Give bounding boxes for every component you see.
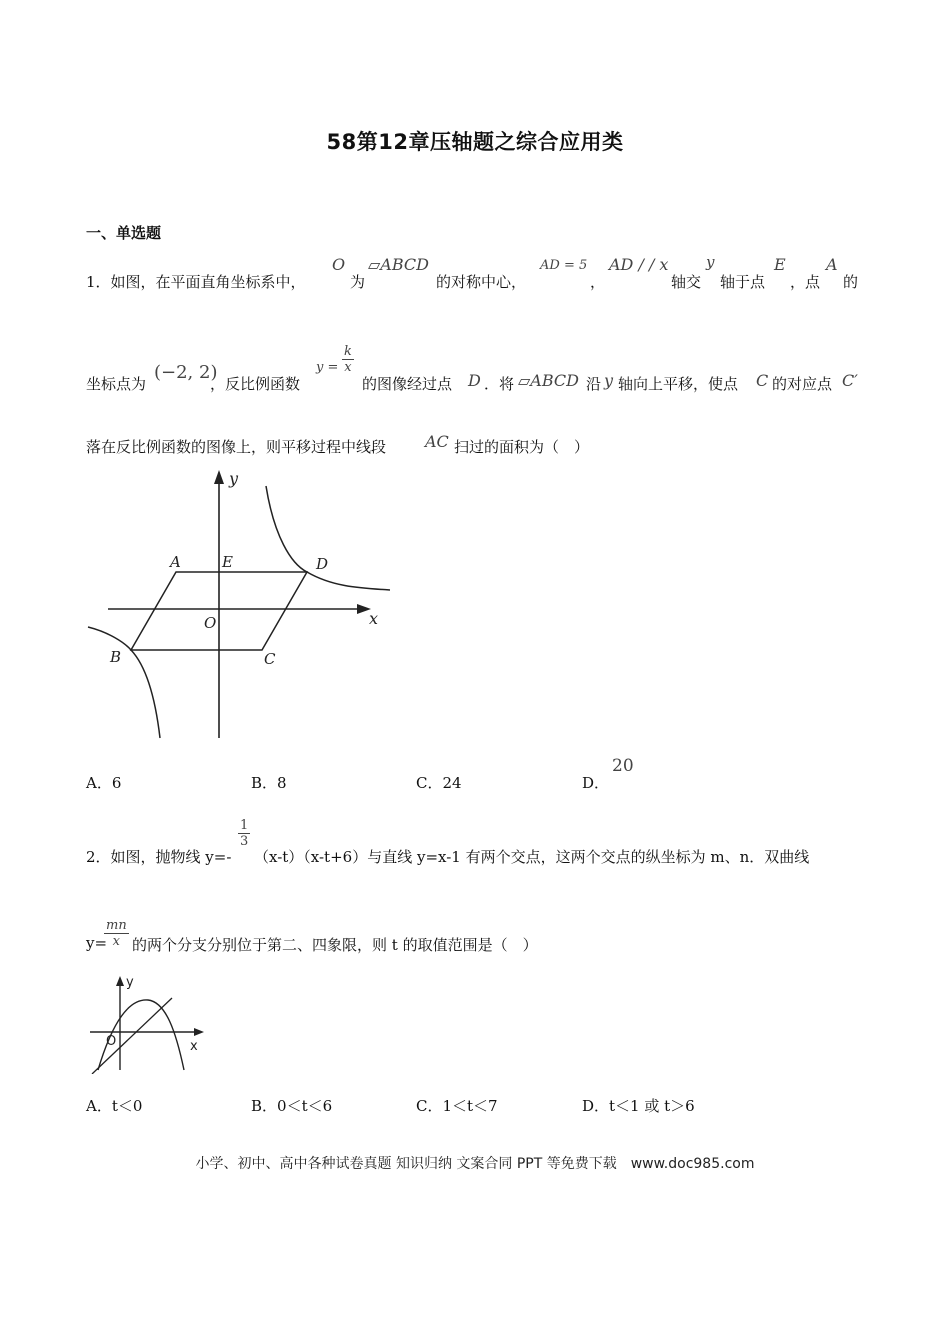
y-axis-label: y bbox=[229, 469, 239, 488]
q1-option-d[interactable]: D． bbox=[582, 774, 610, 792]
q2-option-d[interactable]: D．t＜1 或 t＞6 bbox=[582, 1097, 695, 1115]
q1-option-c[interactable]: C．24 bbox=[416, 774, 462, 792]
q1-text: 扫过的面积为（ ） bbox=[454, 438, 590, 456]
point-d-label: D bbox=[316, 555, 329, 573]
q2-figure bbox=[86, 970, 208, 1074]
q1-math-y: y bbox=[706, 253, 715, 271]
q1-text: 轴于点 bbox=[720, 273, 766, 291]
origin-label: O bbox=[204, 614, 217, 632]
q1-option-d-value: 20 bbox=[612, 756, 634, 776]
point-e-label: E bbox=[222, 553, 233, 571]
q1-option-b[interactable]: B．8 bbox=[251, 774, 287, 792]
fraction-denominator: x bbox=[112, 934, 121, 949]
q1-text: 坐标点为 bbox=[86, 375, 147, 393]
page-footer: 小学、初中、高中各种试卷真题 知识归纳 文案合同 PPT 等免费下载 www.doc985.com bbox=[195, 1156, 755, 1172]
q1-math-y2: y bbox=[604, 371, 614, 390]
q1-figure bbox=[86, 466, 398, 740]
q2-option-a[interactable]: A．t＜0 bbox=[86, 1097, 143, 1115]
q1-text: ，反比例函数 bbox=[210, 375, 301, 393]
q2-text: 的两个分支分别位于第二、四象限，则 t 的取值范围是（ ） bbox=[132, 936, 538, 954]
figure-background bbox=[86, 466, 398, 740]
q1-text: 的对称中心， bbox=[436, 273, 527, 291]
q1-math-c-prime: C′ bbox=[842, 371, 858, 390]
page-title: 58第12章压轴题之综合应用类 bbox=[326, 130, 624, 154]
origin-label: O bbox=[106, 1034, 117, 1049]
q1-math-abcd: ▱ABCD bbox=[368, 255, 429, 274]
section-heading: 一、单选题 bbox=[86, 224, 162, 242]
q2-option-c[interactable]: C．1＜t＜7 bbox=[416, 1097, 498, 1115]
q1-text: 为 bbox=[350, 273, 366, 291]
q1-math-o: O bbox=[332, 255, 346, 274]
x-axis-label: x bbox=[369, 609, 379, 628]
q2-text: y= bbox=[86, 934, 108, 952]
q1-math-a: A bbox=[826, 255, 838, 274]
q1-text: 轴交 bbox=[671, 273, 702, 291]
q2-fraction-mn bbox=[104, 918, 129, 949]
q1-math-c: C bbox=[756, 371, 769, 390]
point-b-label: B bbox=[110, 648, 122, 666]
q1-text: ．将 bbox=[484, 375, 515, 393]
q1-text: 沿 bbox=[586, 375, 602, 393]
q1-text: 落在反比例函数的图像上，则平移过程中线段 bbox=[86, 438, 387, 456]
q1-math-point: (−2, 2) bbox=[154, 362, 218, 383]
y-axis-label: y bbox=[126, 975, 134, 990]
fraction-numerator: k bbox=[344, 344, 352, 359]
q1-line-1 bbox=[86, 271, 306, 292]
q2-text: 2．如图，抛物线 y=- bbox=[86, 848, 232, 866]
q1-math-adx: AD / / x bbox=[609, 255, 669, 274]
x-axis-label: x bbox=[190, 1039, 198, 1054]
y-axis-arrow bbox=[116, 976, 124, 986]
q2-fraction bbox=[238, 818, 250, 849]
q1-text: 轴向上平移，使点 bbox=[618, 375, 739, 393]
fraction-denominator: x bbox=[344, 360, 352, 375]
fraction-denominator: 3 bbox=[240, 834, 249, 849]
q1-text: 1．如图，在平面直角坐标系中， bbox=[86, 273, 306, 291]
q1-text: 的图像经过点 bbox=[362, 375, 453, 393]
q1-text: 的对应点 bbox=[772, 375, 833, 393]
q1-text: ， bbox=[590, 273, 606, 291]
q1-option-a[interactable]: A．6 bbox=[86, 774, 122, 792]
q1-text: ，点 bbox=[790, 273, 821, 291]
fraction-numerator: 1 bbox=[240, 818, 249, 833]
q1-math-abcd2: ▱ABCD bbox=[518, 371, 579, 390]
q1-math-d: D bbox=[468, 371, 481, 390]
q1-math-yeq: y = bbox=[316, 360, 339, 375]
q2-option-b[interactable]: B．0＜t＜6 bbox=[251, 1097, 333, 1115]
q2-text: （x-t）（x-t+6）与直线 y=x-1 有两个交点，这两个交点的纵坐标为 m、n．双曲线 bbox=[254, 848, 810, 866]
point-c-label: C bbox=[264, 650, 276, 668]
q1-text: 的 bbox=[843, 273, 859, 291]
q1-math-e: E bbox=[774, 255, 786, 274]
fraction-numerator: mn bbox=[106, 918, 127, 933]
q1-fraction bbox=[342, 344, 354, 375]
q1-math-ad5: AD = 5 bbox=[540, 258, 588, 273]
x-axis-arrow bbox=[194, 1028, 204, 1036]
q1-math-ac: AC bbox=[425, 432, 449, 451]
point-a-label: A bbox=[170, 553, 181, 571]
line-y-x-1 bbox=[92, 998, 172, 1074]
